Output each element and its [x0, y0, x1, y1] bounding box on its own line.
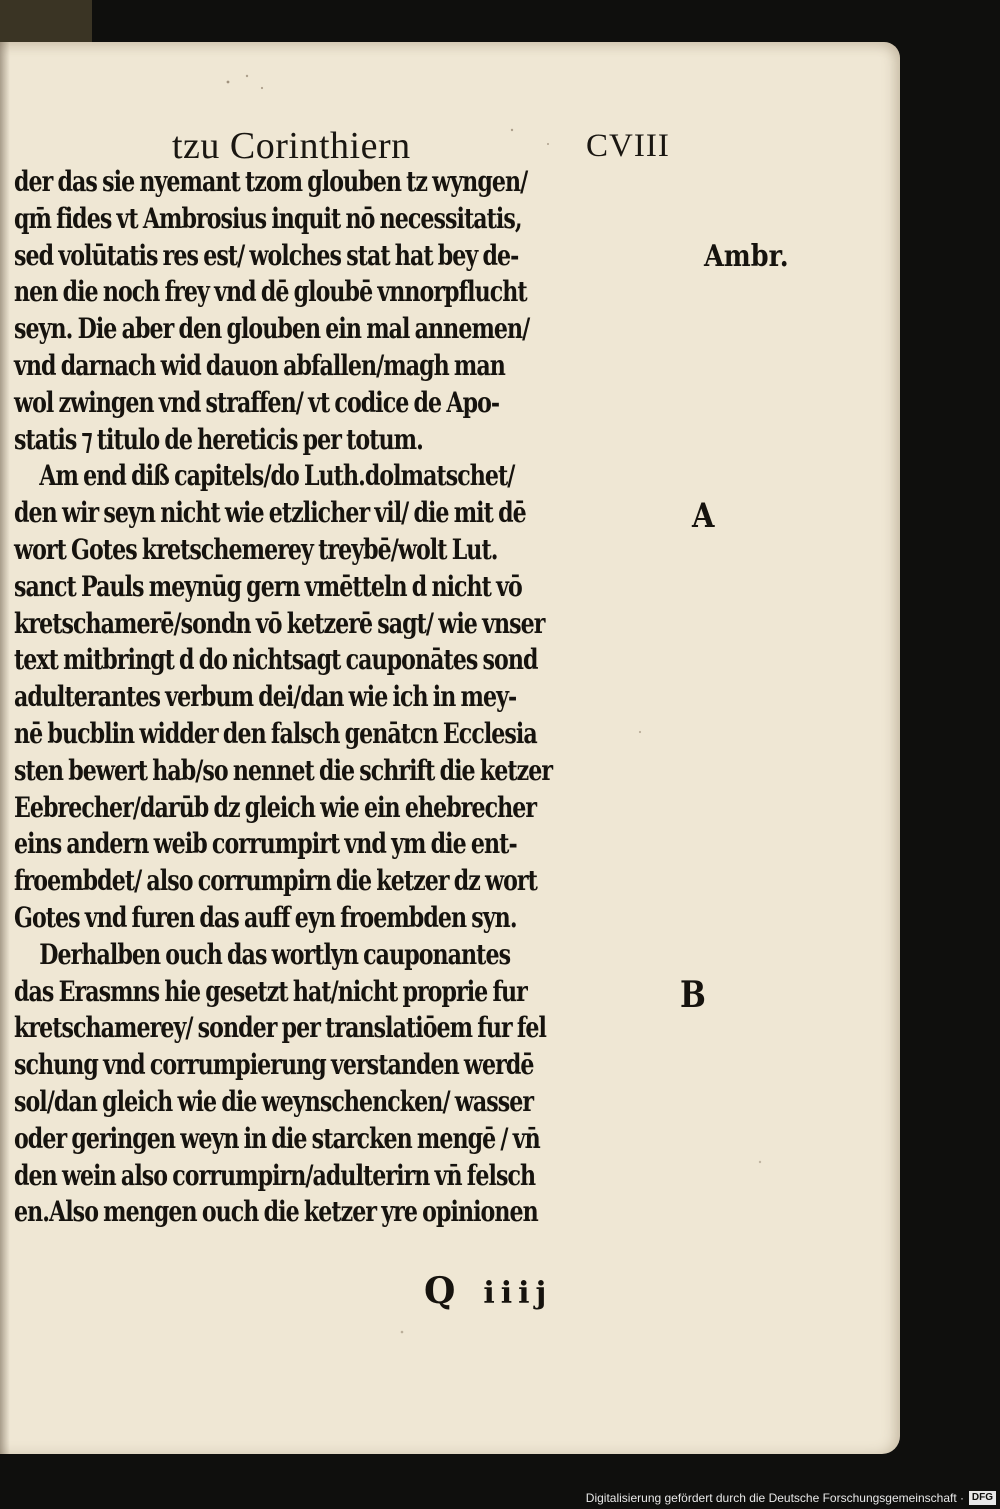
margin-note-b: B [680, 974, 706, 1016]
margin-note-a: A [692, 496, 715, 536]
text-line: wol zwingen vnd straffen/ vt codice de Apo- [14, 385, 500, 419]
text-line: adulterantes verbum dei/dan wie ich in mey- [14, 680, 517, 714]
text-line: vnd darnach wid dauon abfallen/magh man [14, 348, 505, 382]
text-line: den wein also corrumpirn/adulterirn vn̄ felsch [14, 1158, 536, 1192]
text-line: Gotes vnd furen das auff eyn froembden syn. [14, 900, 517, 934]
text-line: der das sie nyemant tzom glouben tz wyngen/ [14, 165, 528, 198]
text-line: das Erasmns hie gesetzt hat/nicht proprie fur [14, 974, 527, 1008]
text-line: seyn. Die aber den glouben ein mal annemen/ [14, 312, 530, 346]
margin-note-ambrosius: Ambr. [704, 239, 789, 274]
book-page [0, 42, 900, 1454]
text-line: schung vnd corrumpierung verstanden werdē [14, 1048, 534, 1082]
text-line: nen die noch frey vnd dē gloubē vnnorpflucht [14, 275, 527, 309]
running-head-title: tzu Corinthiern [172, 125, 411, 167]
text-line: kretschamerey/ sonder per translatiōem fur fel [14, 1011, 547, 1045]
text-line: sol/dan gleich wie die weynschencken/ wasser [14, 1084, 534, 1118]
text-line: den wir seyn nicht wie etzlicher vil/ die mit dē [14, 496, 526, 530]
text-line: wort Gotes kretschemerey treybē/wolt Lut. [14, 532, 498, 566]
text-line: Eebrecher/darūb dz gleich wie ein ehebrecher [14, 790, 537, 824]
text-line: text mitbringt d do nichtsagt cauponātes sond [14, 643, 538, 677]
text-line: oder geringen weyn in die starcken mengē / vn̄ [14, 1121, 540, 1155]
signature-numeral: iiij [483, 1276, 553, 1311]
text-line: kretschamerē/sondn vō ketzerē sagt/ wie vnser [14, 606, 545, 640]
text-line: statis ⁊ titulo de hereticis per totum. [14, 422, 423, 456]
funding-credit: Digitalisierung gefördert durch die Deutsche Forschungsgemeinschaft · [585, 1491, 964, 1505]
running-head [0, 112, 700, 172]
text-line: Derhalben ouch das wortlyn cauponantes [39, 937, 511, 971]
text-line: sed volūtatis res est/ wolches stat hat bey de- [14, 238, 519, 272]
text-line: froembdet/ also corrumpirn die ketzer dz wort [14, 864, 537, 898]
text-line: en.Also mengen ouch die ketzer yre opinionen [14, 1195, 538, 1229]
binding-edge [0, 0, 92, 42]
text-line: sten bewert hab/so nennet die schrift die ketzer [14, 753, 553, 787]
text-block [14, 164, 686, 1231]
signature-mark [424, 1270, 552, 1312]
folio-number: CVIII [586, 128, 670, 164]
signature-letter: Q [424, 1270, 462, 1312]
text-line: sanct Pauls meynūg gern vmētteln d nicht vō [14, 569, 522, 603]
text-line: Am end diß capitels/do Luth.dolmatschet/ [39, 459, 515, 493]
text-line: qm̄ fides vt Ambrosius inquit nō necessitatis, [14, 201, 522, 235]
dfg-logo: DFG [969, 1491, 996, 1505]
text-line: nē bucblin widder den falsch genātcn Ecclesia [14, 716, 537, 750]
footer-bar [0, 1485, 1000, 1509]
text-line: eins andern weib corrumpirt vnd ym die ent- [14, 827, 517, 861]
